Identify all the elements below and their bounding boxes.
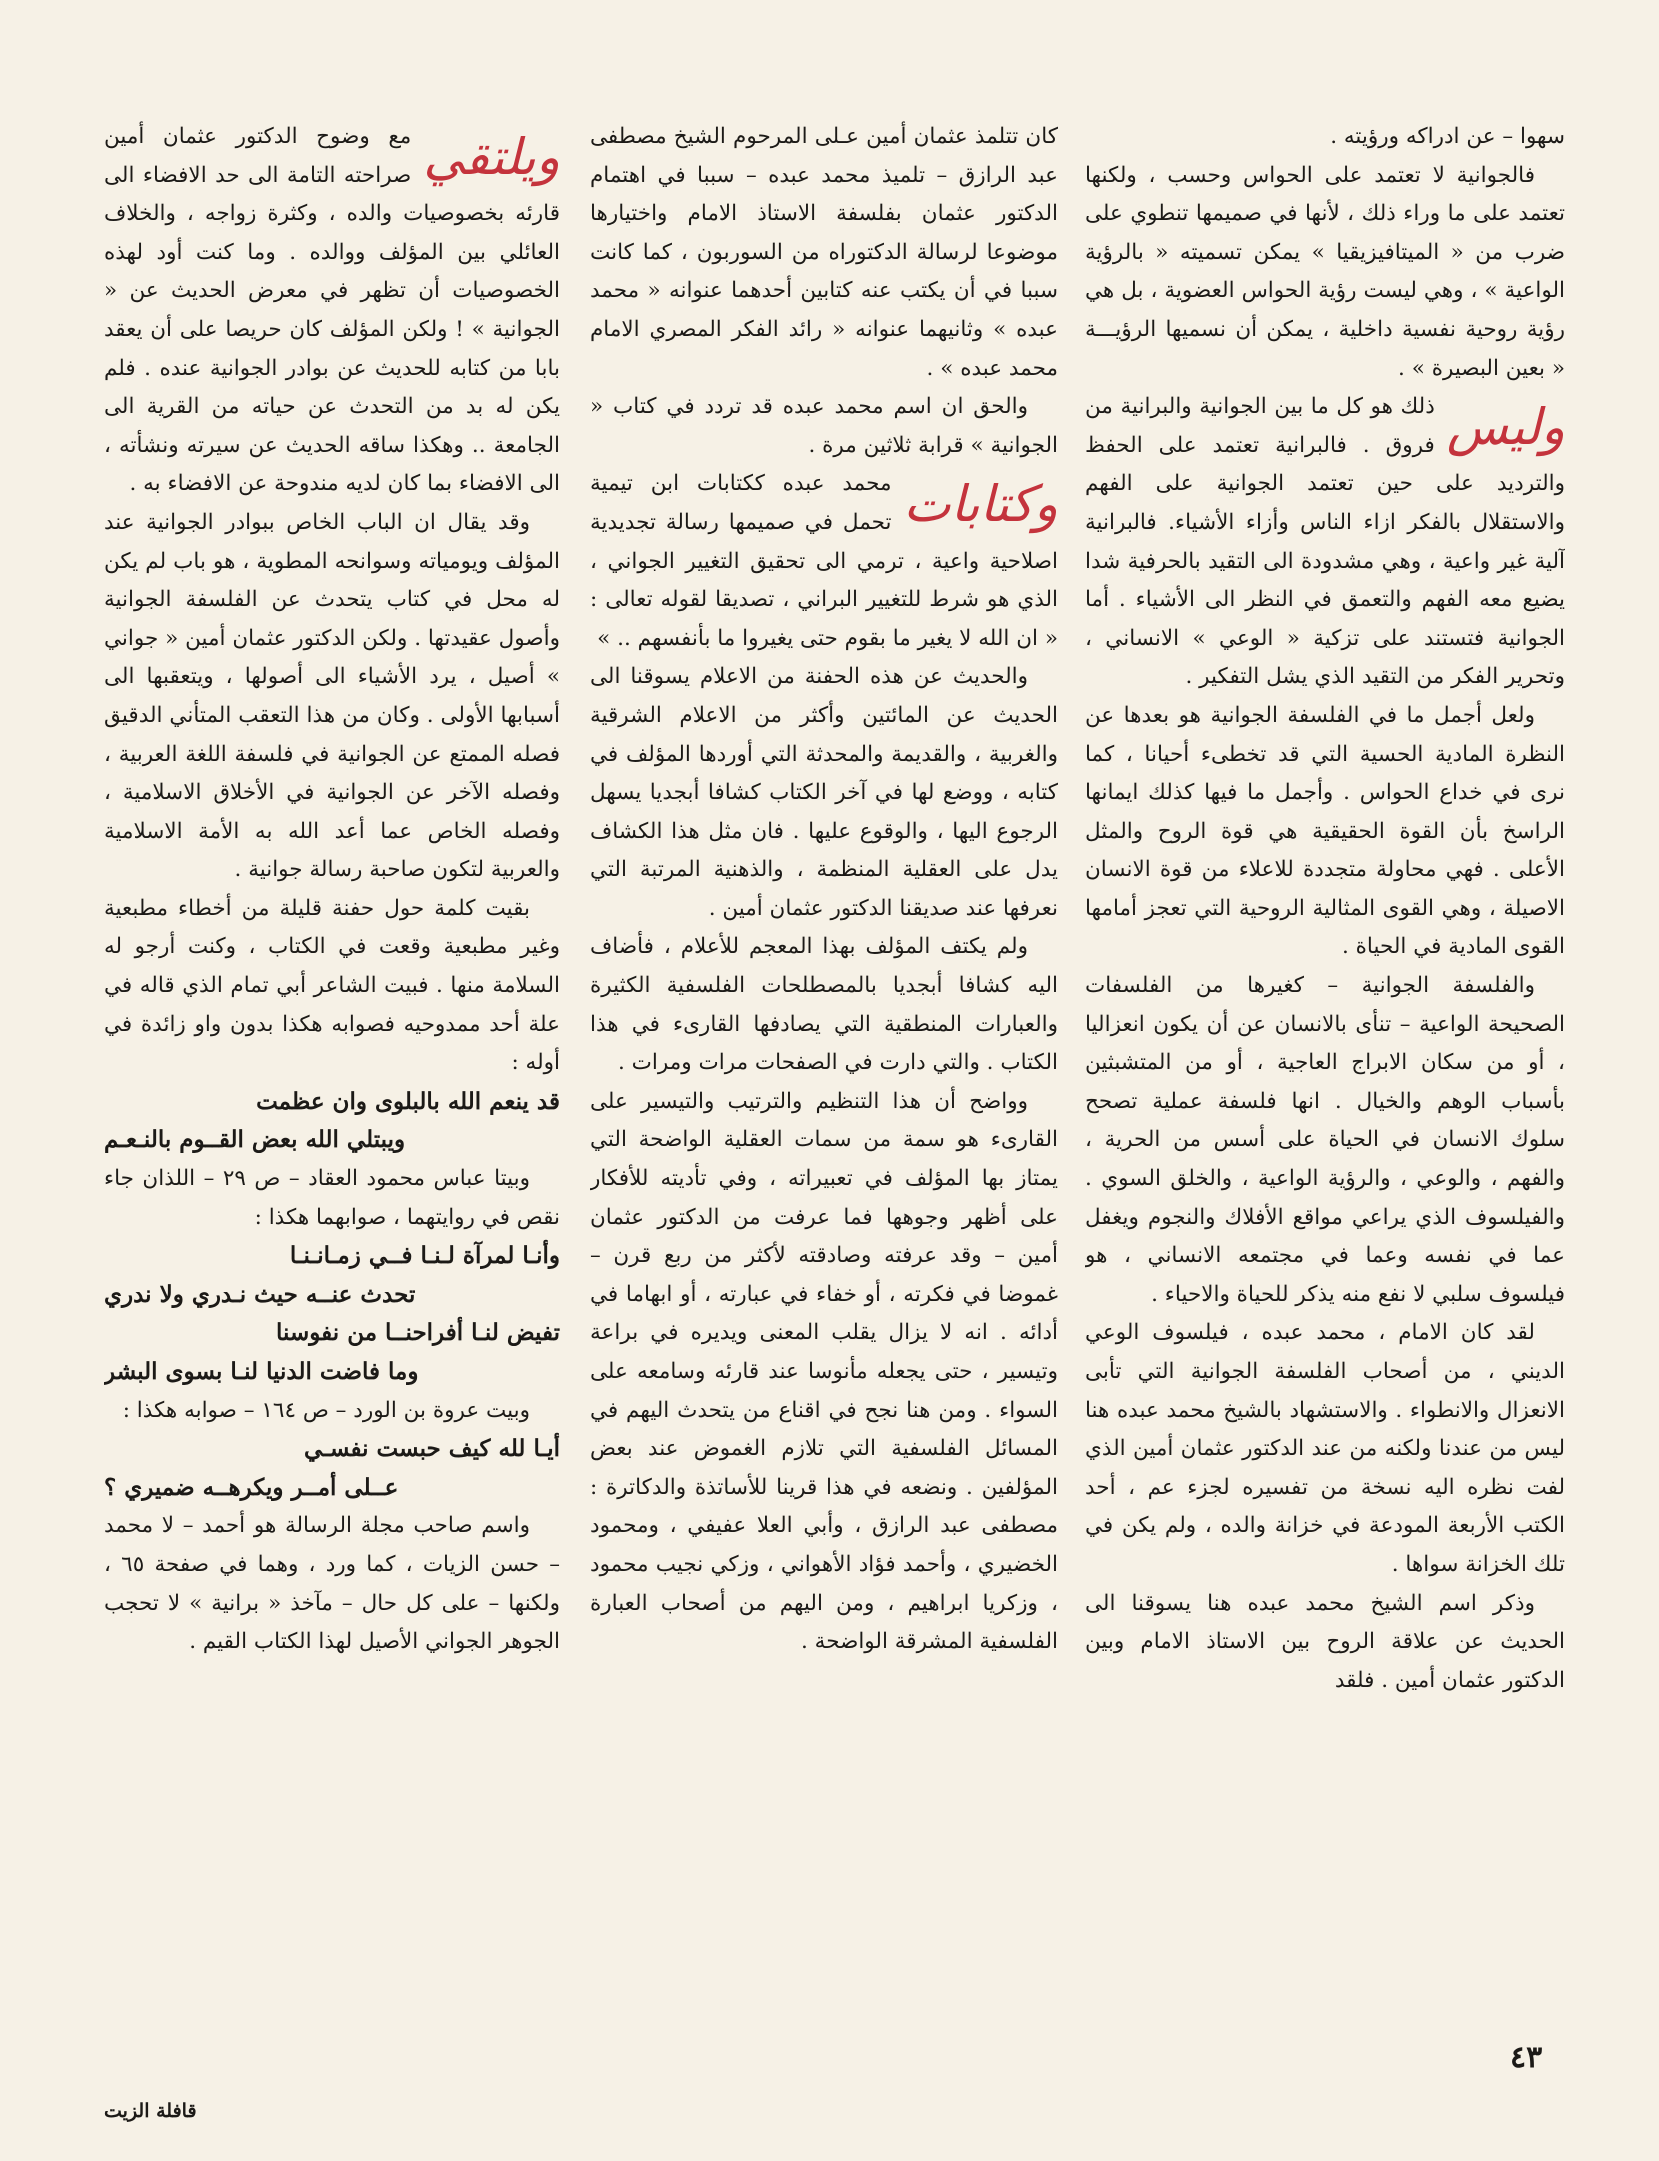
paragraph: لقد كان الامام ، محمد عبده ، فيلسوف الوعي الديني ، من أصحاب الفلسفة الجوانية التي تأبى الانعزال والانطواء . والاستشهاد بالشيخ محمد عبده هنا ليس من عندنا ولكنه من عند الدكتور عثمان أمين الذي لفت نظره اليه نسخة من تفسيره لجزء عم ، أحد الكتب الأربعة المودعة في خزانة والده ، ولم يكن في تلك الخزانة سواها . (1085, 1320, 1565, 1577)
section-subheading: وليس (1446, 398, 1565, 457)
poem-verse: تفيض لنـا أفراحنــا من نفوسنا (276, 1319, 560, 1347)
paragraph: وواضح أن هذا التنظيم والترتيب والتيسير على القارىء هو سمة من سمات العقلية الواضحة التي يمتاز بها المؤلف في تعبيراته ، وفي تأديته للأفكار على أظهر وجوهها فما عرفت من الدكتور عثمان أمين – وقد عرفته وصادقته لأكثر من ربع قرن – غموضا في فكرته ، أو خفاء في عبارته ، أو ابهاما في أدائه . انه لا يزال يقلب المعنى ويديره في براعة وتيسير ، حتى يجعله مأنوسا عند قارئه وسامعه على السواء . ومن هنا نجح في اقناع من يتحدث اليهم في المسائل الفلسفية التي تلازم الغموض عند بعض المؤلفين . ونضعه في هذا قرينا للأساتذة والدكاترة : مصطفى عبد الرازق ، وأبي العلا عفيفي ، ومحمود الخضيري ، وأحمد فؤاد الأهواني ، وزكي نجيب محمود ، وزكريا ابراهيم ، ومن اليهم من أصحاب العبارة الفلسفية المشرقة الواضحة . (590, 1088, 1058, 1655)
paragraph: وذكر اسم الشيخ محمد عبده هنا يسوقنا الى الحديث عن علاقة الروح بين الاستاذ الامام وبين الدكتور عثمان أمين . فلقد (1085, 1590, 1565, 1693)
paragraph: والحق ان اسم محمد عبده قد تردد في كتاب « الجوانية » قرابة ثلاثين مرة . (590, 394, 1058, 458)
page-number: ٤٣ (1510, 2040, 1543, 2075)
paragraph: فالجوانية لا تعتمد على الحواس وحسب ، ولكنها تعتمد على ما وراء ذلك ، لأنها في صميمها تنطوي على ضرب من « الميتافيزيقيا » يمكن تسميته « بالرؤية الواعية » ، وهي ليست رؤية الحواس العضوية ، بل هي رؤية روحية نفسية داخلية ، يمكن أن نسميها الرؤيـــة « بعين البصيرة » . (1085, 162, 1565, 381)
paragraph-text: ذلك هو كل ما بين الجوانية والبرانية من فروق . فالبرانية تعتمد على الحفظ والترديد على حين تعتمد الجوانية على الفهم والاستقلال بالفكر ازاء الناس وأزاء الأشياء. فالبرانية آلية غير واعية ، وهي مشدودة الى التقيد بالحرفية شدا يضيع معه الفهم والتعمق في النظر الى الأشياء . أما الجوانية فتستند على تزكية « الوعي » الانساني ، وتحرير الفكر من التقيد الذي يشل التفكير . (1085, 394, 1565, 690)
paragraph (104, 118, 560, 504)
section-subheading: ويلتقي (423, 128, 560, 186)
paragraph (590, 465, 1058, 658)
paragraph: واسم صاحب مجلة الرسالة هو أحمد – لا محمد – حسن الزيات ، كما ورد ، وهما في صفحة ٦٥ ، ولكنها – على كل حال – مآخذ « برانية » لا تحجب الجوهر الجواني الأصيل لهذا الكتاب القيم . (104, 1513, 560, 1655)
poem-verse: قد ينعم الله بالبلوى وان عظمت (256, 1087, 560, 1115)
paragraph-text: مع وضوح الدكتور عثمان أمين صراحته التامة الى حد الافضاء الى قارئه بخصوصيات والده ، وكثرة زواجه ، والخلاف العائلي بين المؤلف ووالده . وما كنت أود لهذه الخصوصيات أن تظهر في معرض الحديث عن « الجوانية » ! ولكن المؤلف كان حريصا على أن يعقد بابا من كتابه للحديث عن بوادر الجوانية عنده . فلم يكن له بد من التحدث عن حياته من القرية الى الجامعة .. وهكذا ساقه الحديث عن سيرته ونشأته ، الى الافضاء بما كان لديه مندوحة عن الافضاء به . (104, 124, 560, 497)
paragraph (1085, 388, 1565, 697)
article-column-right (1085, 118, 1565, 2033)
paragraph: كان تتلمذ عثمان أمين عـلى المرحوم الشيخ مصطفى عبد الرازق – تلميذ محمد عبده – سببا في اهتمام الدكتور عثمان بفلسفة الاستاذ الامام واختيارها موضوعا لرسالة الدكتوراه من السوربون ، كما كانت سببا في أن يكتب عنه كتابين أحدهما عنوانه « محمد عبده » وثانيهما عنوانه « رائد الفكر المصري الامام محمد عبده » . (590, 124, 1058, 381)
paragraph: وبيتا عباس محمود العقاد – ص ٢٩ – اللذان جاء نقص في روايتهما ، صوابهما هكذا : (104, 1166, 560, 1230)
poem-verse: وأنـا لمرآة لـنـا فــي زمـانـنـا (289, 1242, 560, 1270)
article-column-middle (590, 118, 1058, 2033)
poem-verse: عــلى أمــر ويكرهــه ضميري ؟ (104, 1473, 399, 1501)
poem-verse: أيـا لله كيف حبست نفسـي (304, 1435, 560, 1463)
paragraph: والفلسفة الجوانية – كغيرها من الفلسفات الصحيحة الواعية – تنأى بالانسان عن أن يكون انعزاليا ، أو من سكان الابراج العاجية ، أو من المتشبثين بأسباب الوهم والخيال . انها فلسفة عملية تصحح سلوك الانسان في الحياة على أسس من الحرية ، والفهم ، والوعي ، والرؤية الواعية ، والخلق السوي . والفيلسوف الذي يراعي مواقع الأفلاك والنجوم ويغفل عما في نفسه وعما في مجتمعه الانساني ، هو فيلسوف سلبي لا نفع منه يذكر للحياة والاحياء . (1085, 973, 1565, 1307)
paragraph: سهوا – عن ادراكه ورؤيته . (1330, 124, 1565, 149)
paragraph: ولعل أجمل ما في الفلسفة الجوانية هو بعدها عن النظرة المادية الحسية التي قد تخطىء أحيانا ، كما نرى في خداع الحواس . وأجمل ما فيها كذلك ايمانها الراسخ بأن القوة الحقيقية هي قوة الروح والمثل الأعلى . فهي محاولة متجددة للاعلاء من قوة الانسان الاصيلة ، وهي القوى المثالية الروحية التي تعجز أمامها القوى المادية في الحياة . (1085, 702, 1565, 960)
paragraph: وبيت عروة بن الورد – ص ١٦٤ – صوابه هكذا : (122, 1397, 530, 1423)
poem-verse: تحدث عنــه حيث نـدري ولا ندري (104, 1280, 416, 1308)
poem-verse: وما فاضت الدنيا لنـا بسوى البشر (104, 1358, 419, 1385)
paragraph: بقيت كلمة حول حفنة قليلة من أخطاء مطبعية وغير مطبعية وقعت في الكتاب ، وكنت أرجو له السلامة منها . فبيت الشاعر أبي تمام الذي قاله في علة أحد ممدوحيه فصوابه هكذا بدون واو زائدة في أوله : (104, 895, 560, 1076)
paragraph: والحديث عن هذه الحفنة من الاعلام يسوقنا الى الحديث عن المائتين وأكثر من الاعلام الشرقية والغربية ، والقديمة والمحدثة التي أوردها المؤلف في كتابه ، ووضع لها في آخر الكتاب كشافا أبجديا يسهل الرجوع اليها ، والوقوع عليها . فان مثل هذا الكشاف يدل على العقلية المنظمة ، والذهنية المرتبة التي نعرفها عند صديقنا الدكتور عثمان أمين . (590, 664, 1058, 921)
poem-verse: ويبتلي الله بعض القــوم بالنـعـم (104, 1126, 406, 1154)
section-subheading: وكتابات (903, 475, 1058, 534)
paragraph: وقد يقال ان الباب الخاص ببوادر الجوانية عند المؤلف ويومياته وسوانحه المطوية ، هو باب لم يكن له محل في كتاب يتحدث عن الفلسفة الجوانية وأصول عقيدتها . ولكن الدكتور عثمان أمين « جواني » أصيل ، يرد الأشياء الى أصولها ، ويتعقبها الى أسبابها الأولى . وكان من هذا التعقب المتأني الدقيق فصله الممتع عن الجوانية في فلسفة اللغة العربية ، وفصله الآخر عن الجوانية في الأخلاق الاسلامية ، وفصله الخاص عما أعد الله به الأمة الاسلامية والعربية لتكون صاحبة رسالة جوانية . (104, 509, 560, 883)
magazine-name: قافلة الزيت (104, 2100, 197, 2122)
paragraph: ولم يكتف المؤلف بهذا المعجم للأعلام ، فأضاف اليه كشافا أبجديا بالمصطلحات الفلسفية الكثيرة والعبارات المنطقية التي يصادفها القارىء في هذا الكتاب . والتي دارت في الصفحات مرات ومرات . (590, 934, 1058, 1076)
paragraph-text: محمد عبده ككتابات ابن تيمية تحمل في صميمها رسالة تجديدية اصلاحية واعية ، ترمي الى تحقيق التغيير الجواني ، الذي هو شرط للتغيير البراني ، تصديقا لقوله تعالى : « ان الله لا يغير ما بقوم حتى يغيروا ما بأنفسهم .. » (590, 471, 1058, 651)
article-column-left (104, 118, 560, 2033)
